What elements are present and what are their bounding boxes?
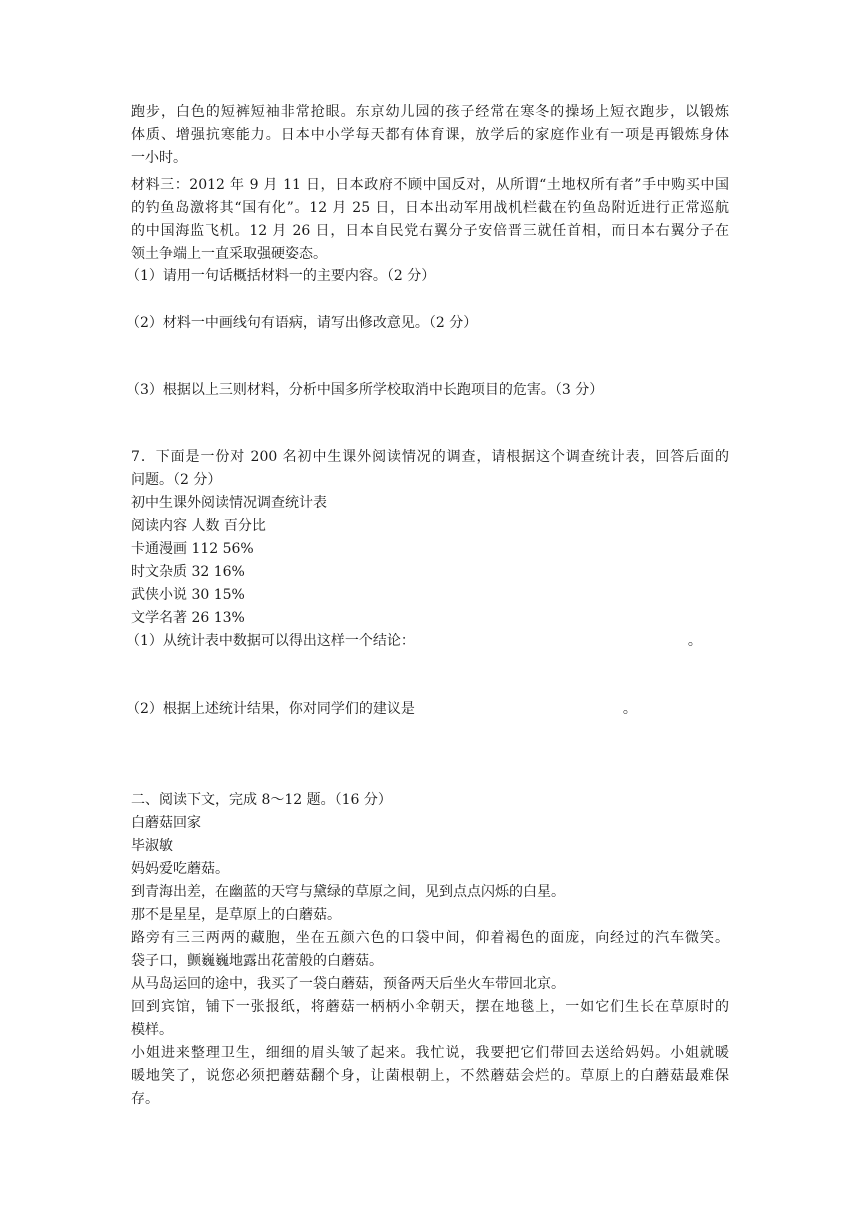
material2-line-3: 一小时。 bbox=[131, 150, 187, 166]
material3-line-4: 领土争端上一直采取强硬姿态。 bbox=[131, 246, 327, 262]
q6-subquestion-2: （2）材料一中画线句有语病，请写出修改意见。（2 分） bbox=[126, 315, 478, 331]
paragraph-7-line-3: 存。 bbox=[131, 1091, 159, 1107]
q7-subquestion-2-text: （2）根据上述统计结果，你对同学们的建议是 bbox=[126, 701, 415, 717]
paragraph-6-line-1: 回到宾馆，铺下一张报纸，将蘑菇一柄柄小伞朝天，摆在地毯上，一如它们生长在草原时的 bbox=[131, 999, 729, 1015]
material3-line-1: 材料三：2012 年 9 月 11 日，日本政府不顾中国反对，从所谓“土地权所有者”手中购买中国 bbox=[131, 177, 729, 193]
article-title: 白蘑菇回家 bbox=[131, 815, 201, 831]
material3-line-2: 的钓鱼岛激将其“国有化”。12 月 25 日，日本出动军用战机栏截在钓鱼岛附近进行正常巡航 bbox=[131, 200, 729, 216]
paragraph-1: 妈妈爱吃蘑菇。 bbox=[131, 861, 229, 877]
material2-line-2: 体质、增强抗寒能力。日本中小学每天都有体育课，放学后的家庭作业有一项是再锻炼身体 bbox=[131, 127, 729, 143]
q7-stem-line-1: 7．下面是一份对 200 名初中生课外阅读情况的调查，请根据这个调查统计表，回答后面的 bbox=[131, 449, 729, 465]
table-title: 初中生课外阅读情况调查统计表 bbox=[131, 495, 327, 511]
q7-subquestion-1-text: （1）从统计表中数据可以得出这样一个结论： bbox=[126, 633, 415, 649]
material3-line-3: 的中国海监飞机。12 月 26 日，日本自民党右翼分子安倍晋三就任首相，而日本右翼分子在 bbox=[131, 223, 729, 239]
paragraph-4-line-2: 袋子口，颤巍巍地露出花蕾般的白蘑菇。 bbox=[131, 953, 383, 969]
q7-subquestion-1 bbox=[126, 630, 702, 652]
paragraph-2: 到青海出差，在幽蓝的天穹与黛绿的草原之间，见到点点闪烁的白星。 bbox=[131, 884, 565, 900]
paragraph-6-line-2: 模样。 bbox=[131, 1022, 173, 1038]
article-author: 毕淑敏 bbox=[131, 838, 173, 854]
table-header: 阅读内容 人数 百分比 bbox=[131, 518, 266, 534]
material2-line-1: 跑步，白色的短裤短袖非常抢眼。东京幼儿园的孩子经常在寒冬的操场上短衣跑步，以锻炼 bbox=[131, 104, 729, 120]
table-row: 卡通漫画 112 56% bbox=[131, 541, 254, 557]
q7-subquestion-1-end: 。 bbox=[687, 633, 702, 649]
paragraph-3: 那不是星星，是草原上的白蘑菇。 bbox=[131, 907, 341, 923]
q7-subquestion-2 bbox=[126, 698, 637, 720]
table-row: 武侠小说 30 15% bbox=[131, 587, 245, 603]
table-row: 时文杂质 32 16% bbox=[131, 564, 245, 580]
paragraph-7-line-1: 小姐进来整理卫生，细细的眉头皱了起来。我忙说，我要把它们带回去送给妈妈。小姐就暖 bbox=[131, 1045, 729, 1061]
q6-subquestion-3: （3）根据以上三则材料，分析中国多所学校取消中长跑项目的危害。（3 分） bbox=[126, 382, 604, 398]
q6-subquestion-1: （1）请用一句话概括材料一的主要内容。（2 分） bbox=[126, 268, 436, 284]
paragraph-5: 从马岛运回的途中，我买了一袋白蘑菇，预备两天后坐火车带回北京。 bbox=[131, 976, 565, 992]
paragraph-4-line-1: 路旁有三三两两的藏胞，坐在五颜六色的口袋中间，仰着褐色的面庞，向经过的汽车微笑。 bbox=[131, 930, 729, 946]
q7-stem-line-2: 问题。（2 分） bbox=[131, 472, 222, 488]
section-heading: 二、阅读下文，完成 8～12 题。（16 分） bbox=[131, 792, 392, 808]
paragraph-7-line-2: 暖地笑了，说您必须把蘑菇翻个身，让菌根朝上，不然蘑菇会烂的。草原上的白蘑菇最难保 bbox=[131, 1068, 729, 1084]
q7-subquestion-2-end: 。 bbox=[622, 701, 637, 717]
table-row: 文学名著 26 13% bbox=[131, 610, 245, 626]
